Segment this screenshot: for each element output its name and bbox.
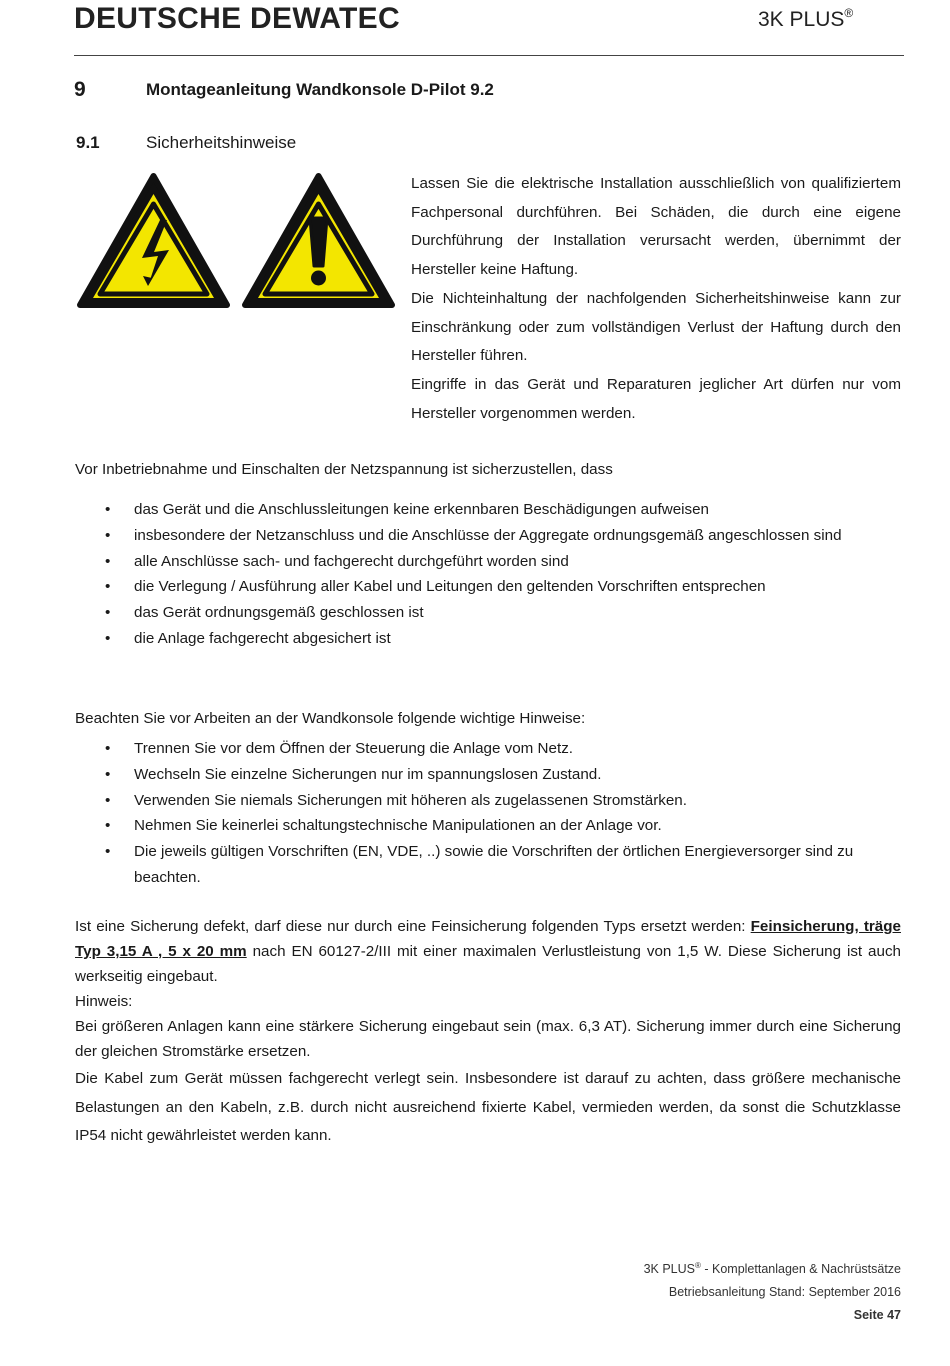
bullet: • bbox=[105, 843, 111, 861]
footer-manual-date: Betriebsanleitung Stand: September 2016 bbox=[668, 1285, 901, 1299]
list-item bbox=[75, 839, 901, 891]
list-item bbox=[75, 574, 901, 600]
fuse-intro: Ist eine Sicherung defekt, darf diese nur durch eine Feinsicherung folgenden Typs ersetzt werden: bbox=[75, 918, 746, 935]
safety-intro bbox=[411, 170, 901, 428]
cable-note: Die Kabel zum Gerät müssen fachgerecht verlegt sein. Insbesondere ist darauf zu achten, dass größere mechanische Belastungen an den Kabeln, z.B. durch nicht ausreichend fixierte Kabel, vermieden werden, da sonst die Schutzklasse IP54 nicht gewährleistet werden kann. bbox=[75, 1070, 901, 1144]
fuse-type: Feinsicherung, träge Typ 3,15 A , 5 x 20 mm bbox=[75, 918, 901, 960]
list-item bbox=[75, 497, 901, 523]
bullet: • bbox=[105, 629, 111, 647]
list-item-text: die Verlegung / Ausführung aller Kabel und Leitungen den geltenden Vorschriften entsprechen bbox=[134, 578, 766, 596]
intro-paragraph: Lassen Sie die elektrische Installation ausschließlich von qualifiziertem Fachpersonal durchführen. Bei Schäden, die durch eine eigene Durchführung der Installation verursacht werden, übernimmt der Hersteller keine Haftung. bbox=[411, 175, 901, 279]
list-item-text: die Anlage fachgerecht abgesichert ist bbox=[134, 629, 391, 647]
fuse-paragraph bbox=[75, 914, 901, 989]
bullet: • bbox=[105, 604, 111, 622]
page-number: Seite 47 bbox=[853, 1308, 901, 1322]
list-item bbox=[75, 736, 901, 762]
before-start-list bbox=[75, 497, 901, 652]
section-title: Montageanleitung Wandkonsole D-Pilot 9.2 bbox=[146, 80, 494, 99]
footer-product-line bbox=[644, 1262, 901, 1276]
subsection-title: Sicherheitshinweise bbox=[146, 133, 297, 152]
bullet: • bbox=[105, 526, 111, 544]
bullet: • bbox=[105, 578, 111, 596]
list-item-text: das Gerät und die Anschlussleitungen keine erkennbaren Beschädigungen aufweisen bbox=[134, 501, 709, 518]
list-item bbox=[75, 788, 901, 814]
bullet: • bbox=[105, 740, 111, 757]
bullet: • bbox=[105, 501, 111, 518]
before-work-list bbox=[75, 736, 901, 891]
list-item-text: Verwenden Sie niemals Sicherungen mit höheren als zugelassenen Stromstärken. bbox=[134, 791, 687, 809]
list-item-text: Trennen Sie vor dem Öffnen der Steuerung die Anlage vom Netz. bbox=[134, 740, 574, 757]
footer-product: 3K PLUS bbox=[643, 1262, 695, 1276]
list-item-text: das Gerät ordnungsgemäß geschlossen ist bbox=[134, 604, 424, 622]
company-name: DEUTSCHE DEWATEC bbox=[74, 2, 400, 35]
header-divider bbox=[74, 55, 904, 56]
electrical-hazard-warning-icon bbox=[76, 172, 231, 310]
note-label: Hinweis: bbox=[75, 993, 133, 1010]
product-name-text: 3K PLUS bbox=[758, 8, 845, 31]
section-number: 9 bbox=[74, 78, 86, 101]
bullet: • bbox=[105, 817, 111, 835]
footer-tagline: - Komplettanlagen & Nachrüstsätze bbox=[700, 1262, 901, 1276]
registered-mark: ® bbox=[844, 6, 854, 20]
subsection-number: 9.1 bbox=[76, 133, 100, 152]
bullet: • bbox=[105, 765, 111, 783]
fuse-section bbox=[75, 914, 901, 1151]
list-item-text: Wechseln Sie einzelne Sicherungen nur im spannungslosen Zustand. bbox=[134, 765, 602, 783]
bullet: • bbox=[105, 552, 111, 570]
fuse-spec: nach EN 60127-2/III mit einer maximalen Verlustleistung von 1,5 W. Diese Sicherung ist auch werkseitig eingebaut. bbox=[75, 943, 901, 985]
list-item-text: Nehmen Sie keinerlei schaltungstechnische Manipulationen an der Anlage vor. bbox=[134, 817, 662, 835]
list-item-text: alle Anschlüsse sach- und fachgerecht durchgeführt worden sind bbox=[134, 552, 569, 570]
note-text: Bei größeren Anlagen kann eine stärkere Sicherung eingebaut sein (max. 6,3 AT). Sicherung immer durch eine Sicherung der gleichen Stromstärke ersetzen. bbox=[75, 1018, 901, 1060]
list-item-text: insbesondere der Netzanschluss und die Anschlüsse der Aggregate ordnungsgemäß angeschlossen sind bbox=[134, 526, 842, 544]
footer-registered-mark: ® bbox=[694, 1261, 701, 1270]
before-work-lead: Beachten Sie vor Arbeiten an der Wandkonsole folgende wichtige Hinweise: bbox=[75, 710, 586, 727]
list-item bbox=[75, 549, 901, 575]
list-item bbox=[75, 813, 901, 839]
list-item bbox=[75, 600, 901, 626]
list-item bbox=[75, 626, 901, 652]
bullet: • bbox=[105, 791, 111, 809]
before-start-lead: Vor Inbetriebnahme und Einschalten der Netzspannung ist sicherzustellen, dass bbox=[75, 461, 613, 478]
list-item bbox=[75, 762, 901, 788]
list-item-text: Die jeweils gültigen Vorschriften (EN, VDE, ..) sowie die Vorschriften der örtlichen Energieversorger sind zu beachten. bbox=[134, 843, 854, 886]
list-item bbox=[75, 523, 901, 549]
product-name bbox=[758, 8, 853, 32]
general-warning-icon bbox=[241, 172, 396, 310]
intro-paragraph: Eingriffe in das Gerät und Reparaturen jeglicher Art dürfen nur vom Hersteller vorgenommen werden. bbox=[411, 375, 901, 422]
intro-paragraph: Die Nichteinhaltung der nachfolgenden Sicherheitshinweise kann zur Einschränkung oder zum vollständigen Verlust der Haftung durch den Hersteller führen. bbox=[411, 289, 901, 365]
